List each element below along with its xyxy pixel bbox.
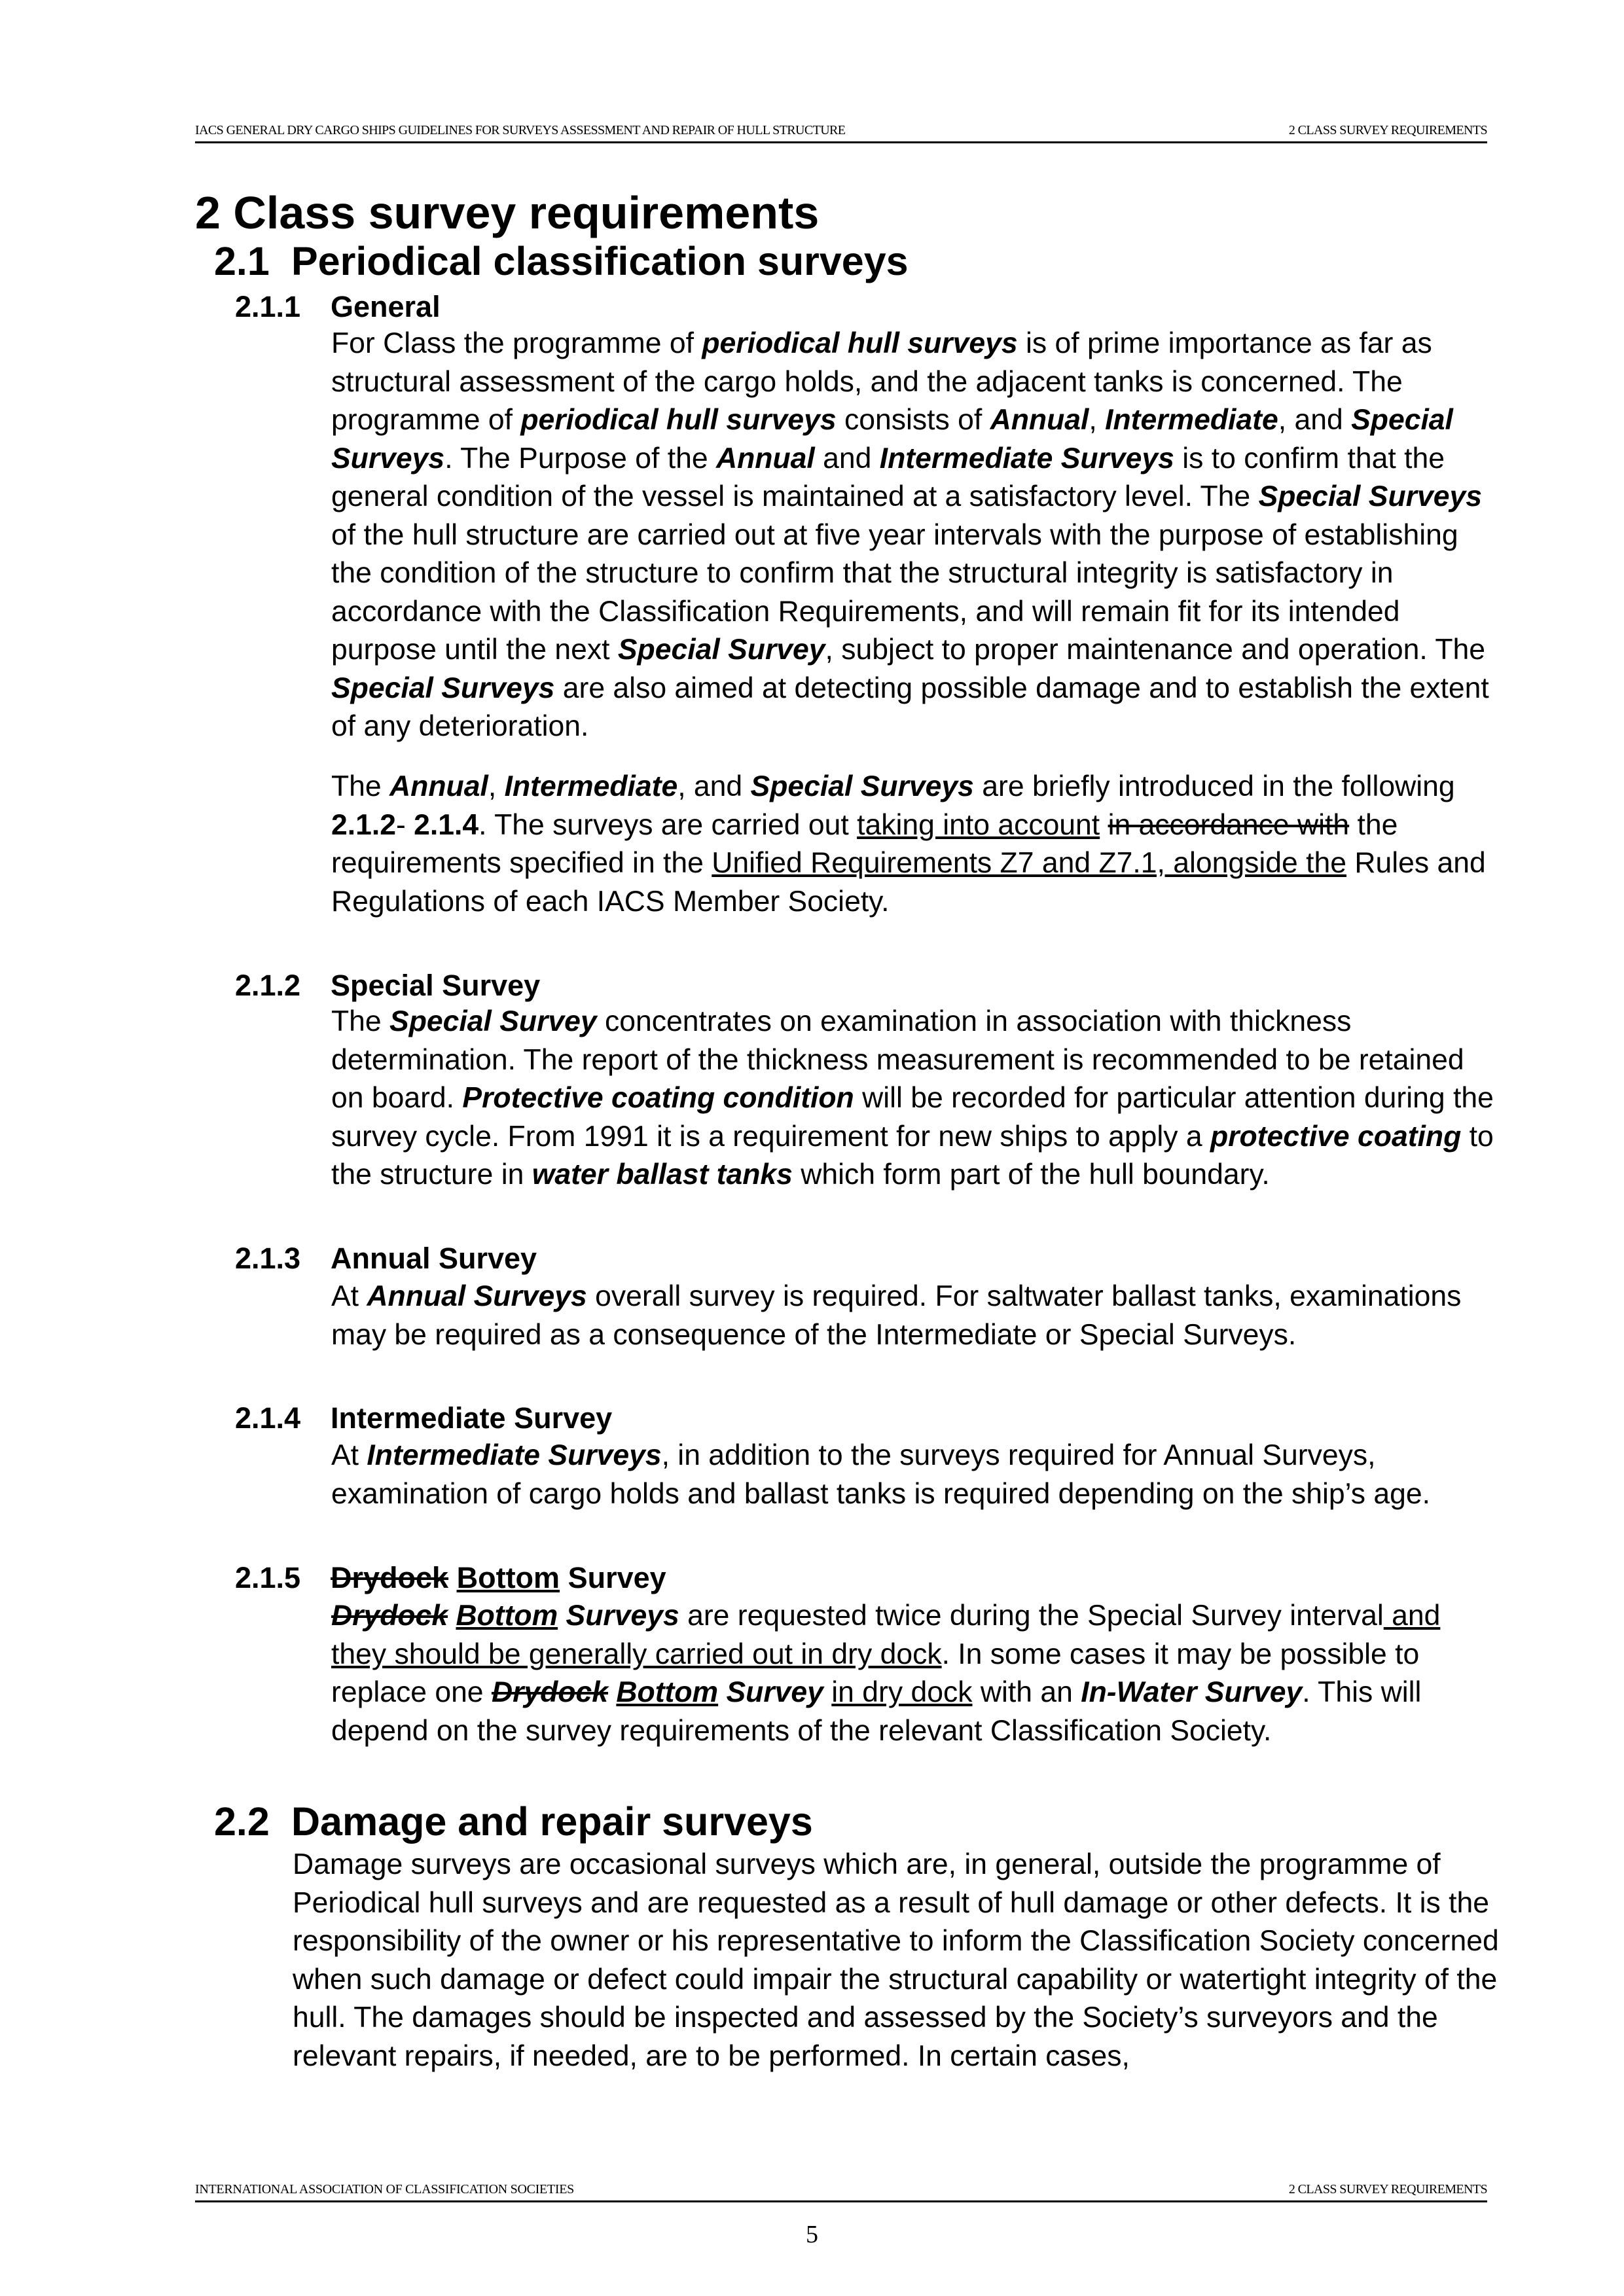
page-footer <box>195 2181 1487 2202</box>
page-number: 5 <box>806 2221 818 2248</box>
heading-text: Intermediate Survey <box>331 1401 613 1435</box>
deleted-text: Drydock <box>491 1676 609 1708</box>
heading-2-1-4 <box>235 1401 1151 1434</box>
heading-2-1-2 <box>235 969 1151 1001</box>
heading-text: Special Survey <box>331 969 541 1002</box>
heading-text: Annual Survey <box>331 1242 537 1275</box>
page-header <box>195 122 1487 143</box>
paragraph-annual-survey: At Annual Surveys overall survey is required. For saltwater ballast tanks, examinations may be required as a consequence of the Intermediate or Special Surveys. <box>331 1280 1462 1351</box>
deleted-text: Drydock <box>331 1600 448 1632</box>
header-document-title: IACS GENERAL DRY CARGO SHIPS GUIDELINES FOR SURVEYS ASSESSMENT AND REPAIR OF HULL STRUCTURE <box>195 123 846 137</box>
inserted-text: taking into account <box>857 808 1100 841</box>
heading-number: 2.1.3 <box>235 1242 301 1275</box>
inserted-text: Bottom <box>456 1561 560 1594</box>
footer-organization: INTERNATIONAL ASSOCIATION OF CLASSIFICATION SOCIETIES <box>195 2182 574 2197</box>
heading-2-1-1 <box>235 290 1151 323</box>
paragraph-general-2: The Annual, Intermediate, and Special Surveys are briefly introduced in the following 2.1.2- 2.1.4. The surveys are carried out taking into account in accordance with the requirements specified in the Unified Requirements Z7 and Z7.1, alongside the Rules and Regulations of each IACS Member Society. <box>331 770 1486 918</box>
deleted-text: in accordance with <box>1108 808 1350 841</box>
heading-number: 2.1.2 <box>235 969 301 1002</box>
heading-2-1-5 <box>235 1561 1151 1594</box>
section-reference: 2.1.2 <box>331 808 396 841</box>
heading-number: 2.1 <box>214 239 270 283</box>
heading-number: 2.1.1 <box>235 290 301 323</box>
heading-number: 2.1.5 <box>235 1561 301 1594</box>
paragraph-general-1: For Class the programme of periodical hull surveys is of prime importance as far as structural assessment of the cargo holds, and the adjacent tanks is concerned. The programme of periodical hull surveys consists of Annual, Intermediate, and Special Surveys. The Purpose of the Annual and Intermediate Surveys is to confirm that the general condition of the vessel is maintained at a satisfactory level. The Special Surveys of the hull structure are carried out at five year intervals with the purpose of establishing the condition of the structure to confirm that the structural integrity is satisfactory in accordance with the Classification Requirements, and will remain fit for its intended purpose until the next Special Survey, subject to proper maintenance and operation. The Special Surveys are also aimed at detecting possible damage and to establish the extent of any deterioration. <box>331 327 1489 742</box>
inserted-text: in dry dock <box>831 1676 973 1708</box>
deleted-text: Drydock <box>331 1561 449 1594</box>
heading-number: 2.2 <box>214 1799 270 1844</box>
heading-text: Damage and repair surveys <box>291 1799 813 1844</box>
inserted-text: and they should be generally carried out in dry dock <box>331 1600 1441 1670</box>
heading-number: 2.1.4 <box>235 1401 301 1435</box>
inserted-text: Bottom <box>456 1600 558 1632</box>
header-chapter: 2 CLASS SURVEY REQUIREMENTS <box>1288 123 1487 137</box>
paragraph-intermediate-survey: At Intermediate Surveys, in addition to the surveys required for Annual Surveys, examination of cargo holds and ballast tanks is required depending on the ship’s age. <box>331 1439 1430 1510</box>
heading-2-1-3 <box>235 1242 1151 1274</box>
heading-text: General <box>331 290 441 323</box>
section-reference: 2.1.4 <box>414 808 479 841</box>
inserted-text: Bottom <box>616 1676 719 1708</box>
chapter-title: 2 Class survey requirements <box>195 187 820 238</box>
heading-text: Drydock Bottom Survey <box>331 1561 666 1594</box>
heading-text: Periodical classification surveys <box>291 239 909 283</box>
paragraph-special-survey: The Special Survey concentrates on examination in association with thickness determination. The report of the thickness measurement is recommended to be retained on board. Protective coating condition will be recorded for particular attention during the survey cycle. From 1991 it is a requirement for new ships to apply a protective coating to the structure in water ballast tanks which form part of the hull boundary. <box>331 1005 1494 1191</box>
inserted-text: Unified Requirements Z7 and Z7.1, alongside the <box>712 847 1346 879</box>
footer-chapter: 2 CLASS SURVEY REQUIREMENTS <box>1288 2182 1487 2197</box>
paragraph-damage-repair: Damage surveys are occasional surveys which are, in general, outside the programme of Periodical hull surveys and are requested as a result of hull damage or other defects. It is the responsibility of the owner or his representative to inform the Classification Society concerned when such damage or defect could impair the structural capability or watertight integrity of the hull. The damages should be inspected and assessed by the Society’s surveyors and the relevant repairs, if needed, are to be performed. In certain cases, <box>293 1848 1499 2072</box>
paragraph-bottom-survey: Drydock Bottom Surveys are requested twice during the Special Survey interval and they should be generally carried out in dry dock. In some cases it may be possible to replace one Drydock Bottom Survey in dry dock with an In-Water Survey. This will depend on the survey requirements of the relevant Classification Society. <box>331 1600 1441 1747</box>
